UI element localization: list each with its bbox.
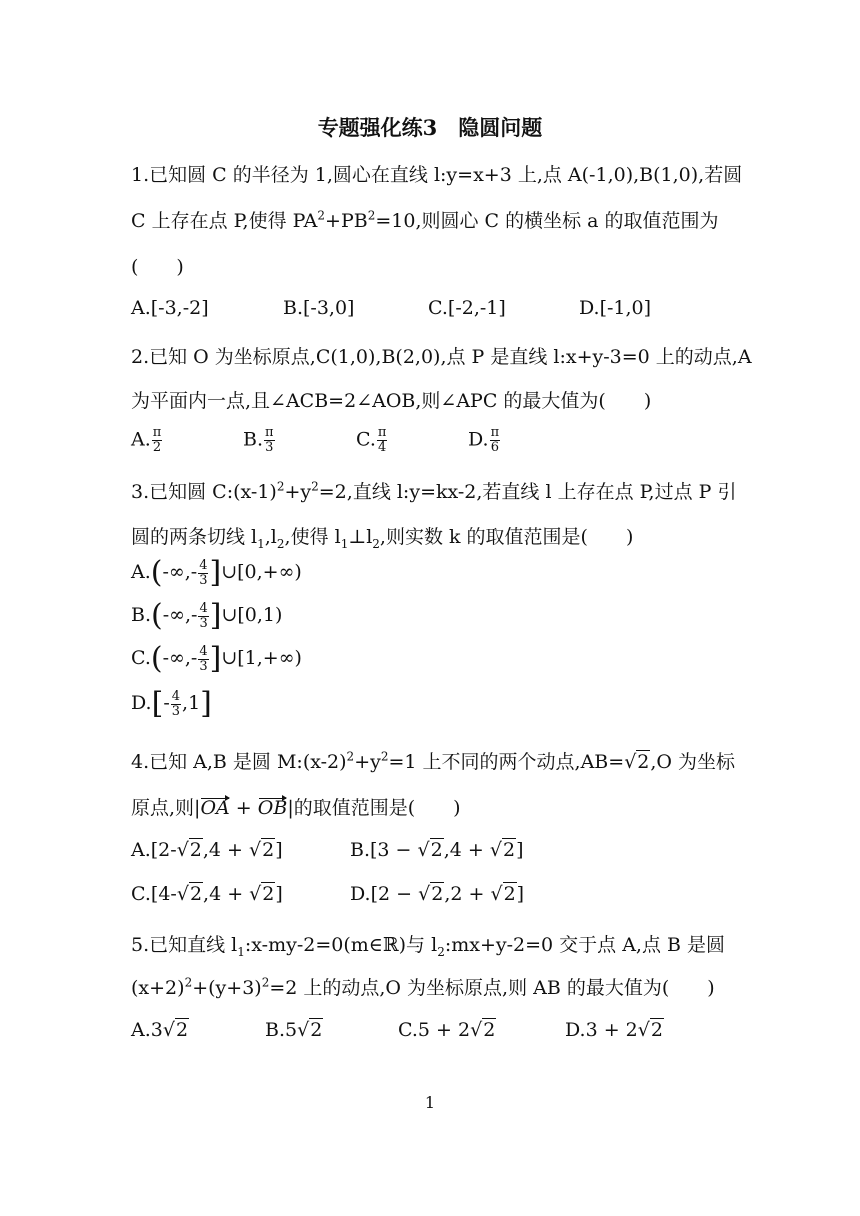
q2-option-a: A. $\frac{\pi}{2}$	[131, 425, 162, 455]
q4-option-c: C.[4-√2,4 + √2]	[131, 883, 283, 905]
q4-option-d: D.[2 − √2,2 + √2]	[350, 883, 525, 905]
q3-line-1: 3.已知圆 $C:(x-1)^2+y^2=2$,直线 l:y=kx-2,若直线 l 上存在点 P,过点 P 引	[131, 479, 737, 503]
q1-option-c: C.[-2,-1]	[428, 297, 506, 319]
q2-line-2: 为平面内一点,且∠ACB=2∠AOB,则∠APC 的最大值为( )	[131, 390, 652, 412]
q3-line-2: 圆的两条切线 $l_1,l_2$,使得 $l_1\perp l_2$,则实数 k 的取值范围是( )	[131, 526, 634, 551]
q1-option-b: B.[-3,0]	[283, 297, 355, 319]
vector-ob: OB	[257, 797, 288, 819]
q2-line-1: 2.已知 O 为坐标原点,C(1,0),B(2,0),点 P 是直线 l:x+y-3=0 上的动点,A	[131, 346, 752, 368]
q5-line-2: $(x+2)^2+(y+3)^2=2$ 上的动点,O 为坐标原点,则 AB 的最大值为( )	[131, 975, 715, 999]
q5-option-d: D.3 + 2√2	[565, 1019, 663, 1041]
q2-option-d: D. $\frac{\pi}{6}$	[468, 425, 500, 455]
q3-option-c: C.(-∞,- $\frac{4}{3}$ ]∪[1,+∞)	[131, 641, 302, 676]
q4-option-b: B.[3 − √2,4 + √2]	[350, 839, 524, 861]
q1-line-1: 1.已知圆 C 的半径为 1,圆心在直线 l:y=x+3 上,点 A(-1,0),B(1,0),若圆	[131, 164, 743, 186]
q1-line-3: ( )	[131, 256, 184, 278]
q5-option-c: C.5 + 2√2	[398, 1019, 496, 1041]
q1-line-2: C 上存在点 P,使得 $PA^2+PB^2=10$,则圆心 C 的横坐标 a 的取值范围为	[131, 208, 719, 232]
page-number: 1	[424, 1093, 436, 1112]
q2-option-c: C. $\frac{\pi}{4}$	[356, 425, 387, 455]
q1-option-d: D.[-1,0]	[579, 297, 652, 319]
q3-option-b: B.(-∞,- $\frac{4}{3}$ ]∪[0,1)	[131, 598, 283, 633]
q3-option-a: A.(-∞,- $\frac{4}{3}$ ]∪[0,+∞)	[131, 555, 302, 590]
page-title: 专题强化练3 隐圆问题	[317, 115, 543, 140]
q4-line-1: 4.已知 A,B 是圆 $M:(x-2)^2+y^2=1$ 上不同的两个动点,AB=√2,O 为坐标	[131, 749, 736, 773]
q2-option-b: B. $\frac{\pi}{3}$	[243, 425, 274, 455]
q5-option-a: A.3√2	[131, 1019, 189, 1041]
q4-line-2: 原点,则|OA + OB|的取值范围是( )	[131, 797, 461, 819]
q4-option-a: A.[2-√2,4 + √2]	[131, 839, 283, 861]
q3-option-d: D.[- $\frac{4}{3}$ ,1]	[131, 686, 212, 721]
q1-option-a: A.[-3,-2]	[131, 297, 209, 319]
q5-option-b: B.5√2	[265, 1019, 323, 1041]
q5-line-1: 5.已知直线 $l_1:x-my-2=0(m\in ℝ)$与 $l_2:mx+y-2=0$ 交于点 A,点 B 是圆	[131, 934, 726, 959]
vector-oa: OA	[200, 797, 230, 819]
